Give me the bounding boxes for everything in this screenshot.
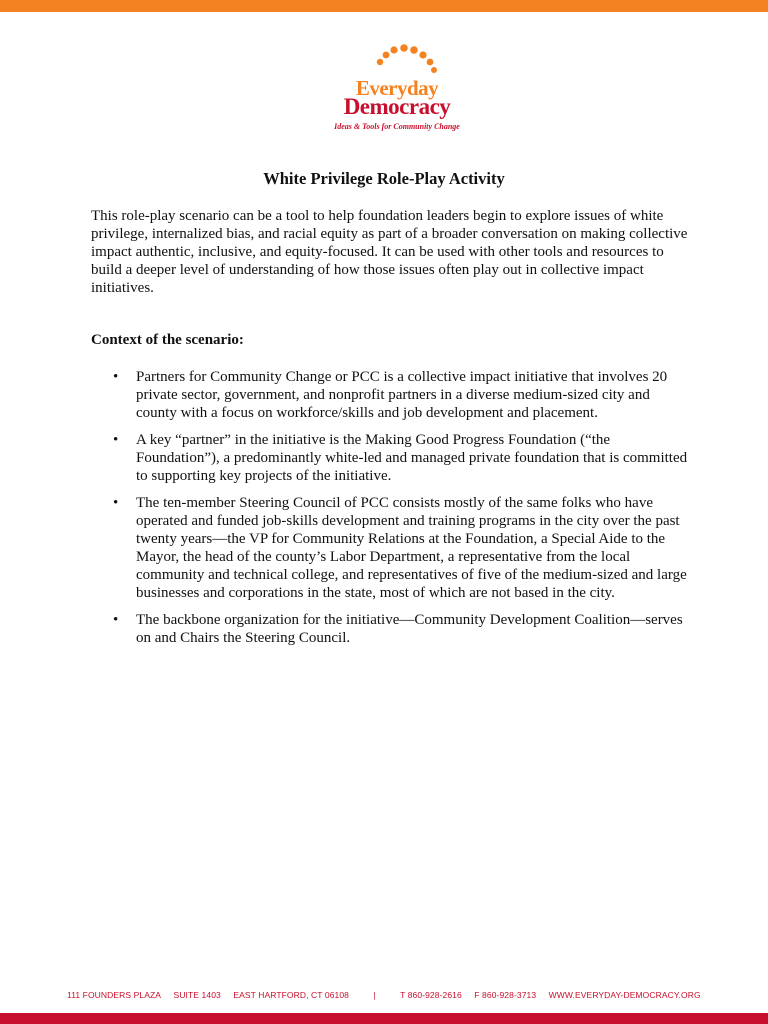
context-bullet-list [91,368,691,656]
footer-phone: T 860-928-2616 [400,990,462,1000]
top-accent-bar [0,0,768,12]
footer-separator: | [373,990,376,1000]
context-heading: Context of the scenario: [91,332,244,348]
bullet-item [91,611,691,647]
bullet-dot-icon: • [113,369,119,385]
bullet-text: Partners for Community Change or PCC is a collective impact initiative that involves 20 private sector, government, and nonprofit partners in a diverse medium-sized city and county with a focus on workforce/skills and job development and placement. [136,369,668,421]
footer-address: 111 FOUNDERS PLAZA [67,990,162,1000]
logo-word-everyday: Everyday [355,76,439,100]
bullet-item [91,431,691,485]
footer-contact-line [67,990,747,1000]
bullet-dot-icon: • [113,432,119,448]
logo-dots-arc [322,40,472,80]
bullet-item [91,368,691,422]
logo-word-democracy: Democracy [343,94,451,119]
bullet-dot-icon: • [113,612,119,628]
bullet-text: The ten-member Steering Council of PCC consists mostly of the same folks who have operated and funded job-skills development and training programs in the city over the past twenty years—the VP for Community Relations at the Foundation, a Special Aide to the Mayor, the head of the county’s Labor Department, a representative from the local community and technical college, and representatives of five of the medium-sized and large businesses and corporations in the state, most of which are not based in the city. [136,495,687,601]
footer-website-link[interactable]: WWW.EVERYDAY-DEMOCRACY.ORG [548,990,701,1000]
bullet-text: The backbone organization for the initiative—Community Development Coalition—serves on and Chairs the Steering Council. [136,612,683,646]
bullet-item [91,494,691,602]
everyday-democracy-logo [322,40,472,140]
bottom-accent-bar [0,1013,768,1024]
footer-city: EAST HARTFORD, CT 06108 [233,990,349,1000]
bullet-text: A key “partner” in the initiative is the Making Good Progress Foundation (“the Foundation”), a predominantly white-led and managed private foundation that is committed to supporting key projects of the initiative. [136,432,688,484]
footer-fax: F 860-928-3713 [474,990,537,1000]
logo-tagline: Ideas & Tools for Community Change [334,122,460,131]
footer-suite: SUITE 1403 [173,990,221,1000]
document-title: White Privilege Role-Play Activity [263,169,505,188]
bullet-dot-icon: • [113,495,119,511]
intro-paragraph: This role-play scenario can be a tool to help foundation leaders begin to explore issues of white privilege, internalized bias, and racial equity as part of a broader conversation on making collective impact authentic, inclusive, and equity-focused. It can be used with other tools and resources to build a deeper level of understanding of how those issues often play out in collective impact initiatives. [91,208,688,296]
